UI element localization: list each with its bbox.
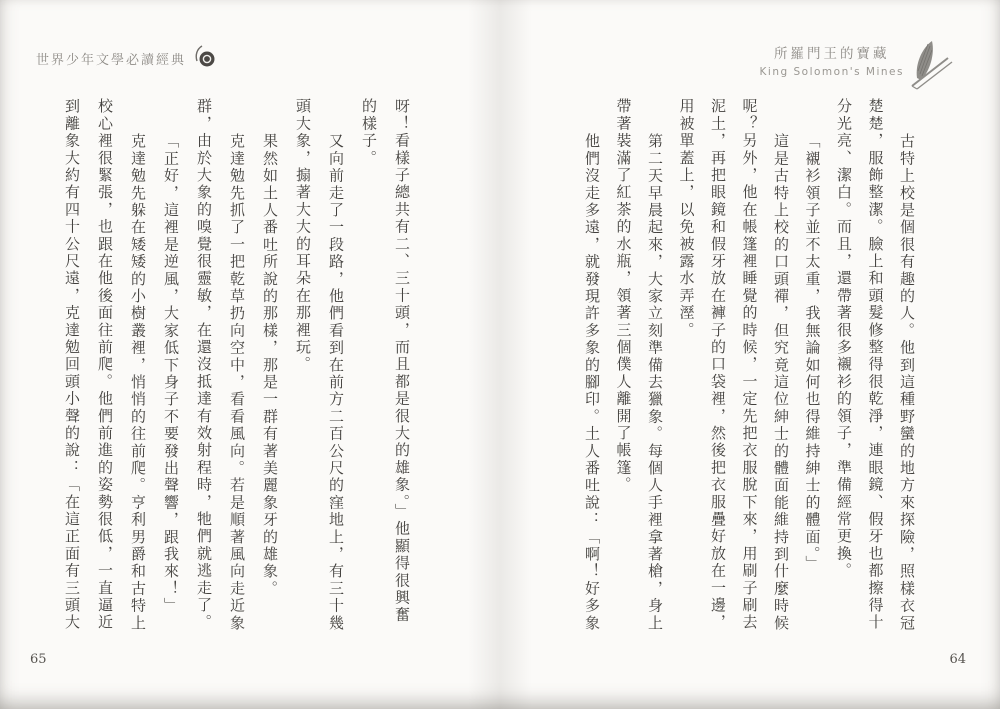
text-column: 帶著裝滿了紅茶的水瓶，領著三個僕人離開了帳篷。: [614, 98, 633, 494]
page-number-left: 65: [30, 652, 47, 667]
text-column: 「襯衫領子並不太重，我無論如何也得維持紳士的體面。」: [803, 133, 822, 573]
spread-gutter-shadow: [468, 0, 532, 709]
series-title: 世界少年文學必讀經典: [36, 53, 187, 68]
text-column: 又向前走了一段路，他們看到在前方二百公尺的窪地上，有三十幾: [327, 133, 345, 632]
text-column: 克達勉先躲在矮矮的小樹叢裡，悄悄的往前爬。亨利男爵和古特上: [129, 133, 147, 632]
feather-icon: [908, 38, 966, 92]
text-column: 古特上校是個很有趣的人。他到這種野蠻的地方來探險，照樣衣冠: [898, 133, 916, 632]
cherry-swirl-icon: [192, 44, 218, 70]
text-column: 呀！看樣子總共有二、三十頭，而且都是很大的雄象。」他顯得很興奮: [393, 98, 411, 624]
page-64-text: [574, 98, 922, 643]
text-column: 呢？另外，他在帳篷裡睡覺的時候，一定先把衣服脫下來，用刷子刷去: [740, 98, 759, 632]
page-number-right: 64: [949, 652, 966, 667]
text-column: 第二天早晨起來，大家立刻準備去獵象。每個人手裡拿著槍，身上: [646, 133, 664, 632]
text-column: 他們沒走多遠，就發現許多象的腳印。土人番吐說：「啊！好多象: [583, 133, 601, 632]
series-header: [36, 44, 218, 70]
text-column: 果然如土人番吐所說的那樣，那是一群有著美麗象牙的雄象。: [261, 133, 279, 598]
text-column: 泥土，再把眼鏡和假牙放在褲子的口袋裡，然後把衣服疊好放在一邊，: [709, 98, 727, 632]
text-column: 到離象大約有四十公尺遠，克達勉回頭小聲的說：「在這正面有三頭大: [63, 98, 81, 632]
text-column: 用被單蓋上，以免被露水弄溼。: [677, 98, 696, 339]
text-column: 的樣子。: [360, 98, 378, 167]
text-column: 群，由於大象的嗅覺很靈敏，在還沒抵達有效射程時，牠們就逃走了。: [195, 98, 213, 632]
text-column: 頭大象，搧著大大的耳朵在那裡玩。: [294, 98, 312, 374]
page-65-text: [56, 98, 418, 643]
text-column: 克達勉先抓了一把乾草扔向空中，看看風向。若是順著風向走近象: [228, 133, 246, 632]
text-column: 分光亮、潔白。而且，還帶著很多襯衫的領子，準備經常更換。: [835, 98, 853, 580]
text-column: 這是古特上校的口頭禪，但究竟這位紳士的體面能維持到什麼時候: [772, 133, 790, 632]
text-column: 「正好，這裡是逆風，大家低下身子不要發出聲響，跟我來！」: [162, 133, 180, 615]
book-header: [760, 42, 904, 78]
text-column: 校心裡很緊張，也跟在他後面往前爬。他們前進的姿勢很低，一直逼近: [96, 98, 114, 632]
book-title: 所羅門王的寶藏: [774, 46, 890, 62]
text-column: 楚楚，服飾整潔。臉上和頭髮修整得很乾淨，連眼鏡、假牙也都擦得十: [866, 98, 885, 632]
book-title-english: King Solomon's Mines: [759, 66, 904, 78]
